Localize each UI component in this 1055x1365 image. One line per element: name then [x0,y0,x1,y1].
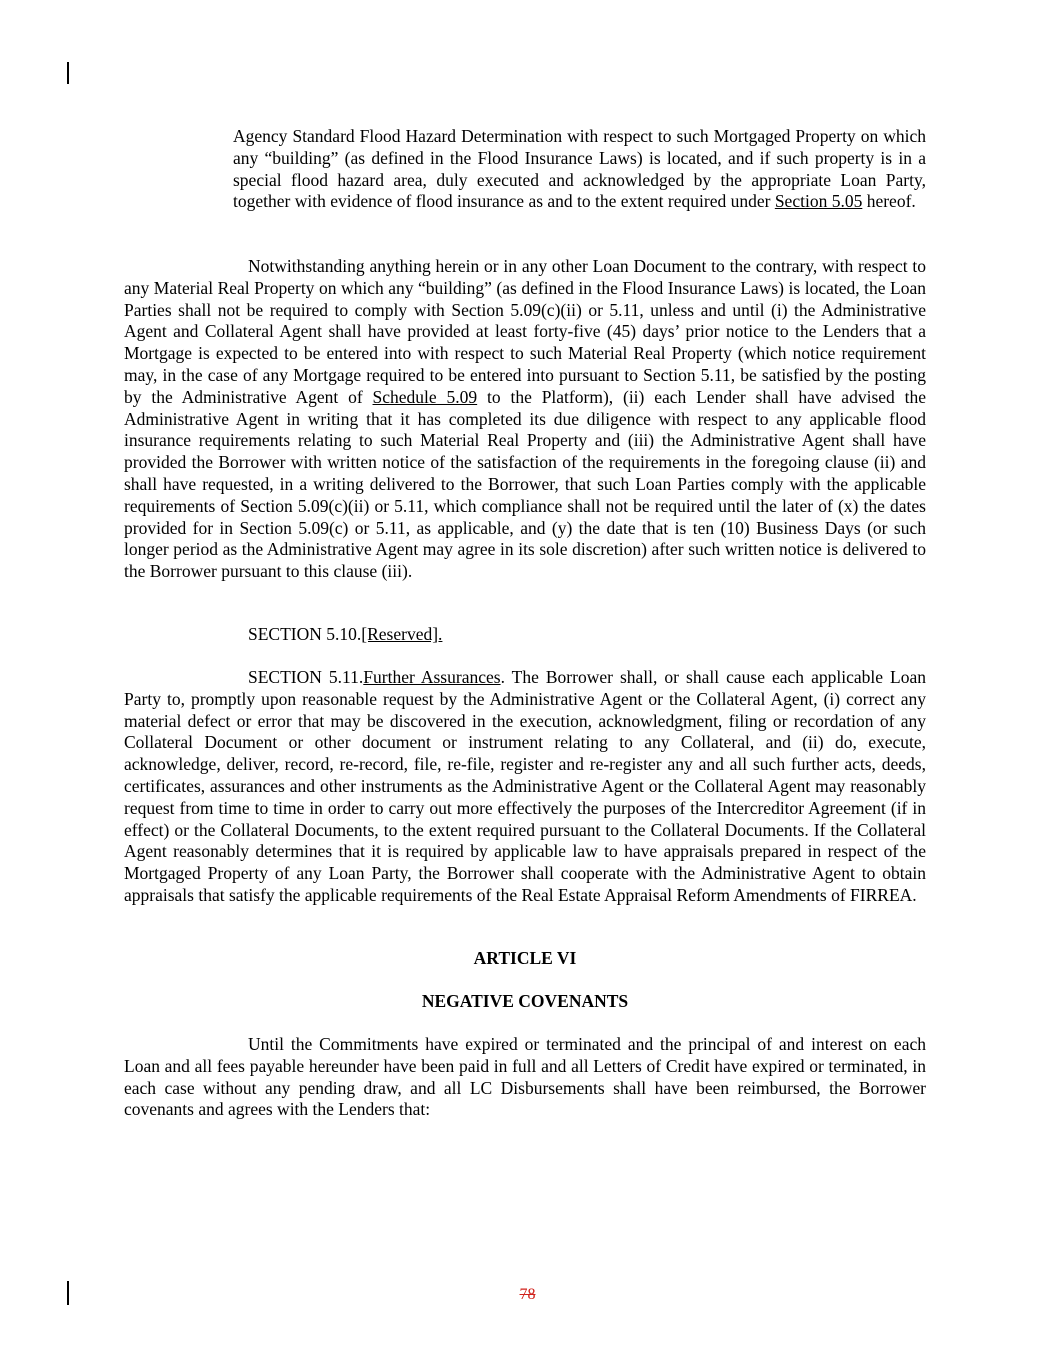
section-5-10-heading [248,624,442,646]
notwithstanding-paragraph [124,256,926,583]
flood-determination-paragraph [233,126,926,213]
section-title: Further Assurances [363,667,501,687]
section-title: [Reserved]. [361,624,443,644]
article-number: ARTICLE VI [473,948,577,968]
section-body: . The Borrower shall, or shall cause each applicable Loan Party to, promptly upon reasonable request by the Administrative Agent or the Collateral Agent, (i) correct any material defect or error that may be discovered in the execution, acknowledgment, filing or recordation of any Collateral Document or other document or instrument relating to any Collateral, and (ii) do, execute, acknowledge, deliver, record, re-record, file, re-file, register and re-register any and all such further acts, deeds, certificates, assurances and other instruments as the Administrative Agent or the Collateral Agent may reasonably request from time to time in order to carry out more effectively the purposes of the Intercreditor Agreement (if in effect) or the Collateral Documents, to the extent required pursuant to the Collateral Documents. If the Collateral Agent reasonably determines that it is required by applicable law to have appraisals prepared in respect of the Mortgaged Property of any Loan Party, the Borrower shall cooperate with the Administrative Agent to obtain appraisals that satisfy the applicable requirements of the Real Estate Appraisal Reform Amendments of FIRREA. [124,667,926,905]
page-number: 78 [519,1286,536,1303]
paragraph-text: Agency Standard Flood Hazard Determination with respect to such Mortgaged Property on which any “building” (as defined in the Flood Insurance Laws) is located, and if such property is in a special flood hazard area, duly executed and acknowledged by the appropriate Loan Party, together with evidence of flood insurance as and to the extent required under [233,126,926,212]
schedule-5-09-reference[interactable]: Schedule 5.09 [372,386,478,407]
section-5-05-reference[interactable]: Section 5.05 [774,191,863,212]
covenants-intro-paragraph [124,1034,926,1121]
paragraph-text-end: hereof. [862,191,916,212]
section-number: SECTION 5.11. [248,667,364,687]
section-number: SECTION 5.10. [248,624,362,644]
article-title: NEGATIVE COVENANTS [421,991,629,1011]
revision-bar-top [67,62,69,84]
section-5-11-paragraph [124,667,926,907]
paragraph-text: Until the Commitments have expired or terminated and the principal of and interest on each Loan and all fees payable hereunder have been paid in full and all Letters of Credit have expired or terminated, in each case without any pending draw, and all LC Disbursements shall have been reimbursed, the Borrower covenants and agrees with the Lenders that: [124,1034,926,1120]
paragraph-text-end: to the Platform), (ii) each Lender shall have advised the Administrative Agent in writing that it has completed its due diligence with respect to any applicable flood insurance requirements relating to such Material Real Property and (iii) the Administrative Agent shall have provided the Borrower with written notice of the satisfaction of the requirements in the foregoing clause (ii) and shall have requested, in a writing delivered to the Borrower, that such Loan Parties comply with the applicable requirements of Section 5.09(c)(ii) or 5.11, which compliance shall not be required until the later of (x) the dates provided for in Section 5.09(c) or 5.11, as applicable, and (y) the date that is ten (10) Business Days (or such longer period as the Administrative Agent may agree in its sole discretion) after such written notice is delivered to the Borrower pursuant to this clause (iii). [124,386,926,582]
paragraph-text: Notwithstanding anything herein or in any other Loan Document to the contrary, with respect to any Material Real Property on which any “building” (as defined in the Flood Insurance Laws) is located, the Loan Parties shall not be required to comply with Section 5.09(c)(ii) or 5.11, unless and until (i) the Administrative Agent and Collateral Agent shall have provided at least forty-five (45) days’ prior notice to the Lenders that a Mortgage is expected to be entered into with respect to such Material Real Property (which notice requirement may, in the case of any Mortgage required to be entered into pursuant to Section 5.11, be satisfied by the posting by the Administrative Agent of [124,256,926,407]
